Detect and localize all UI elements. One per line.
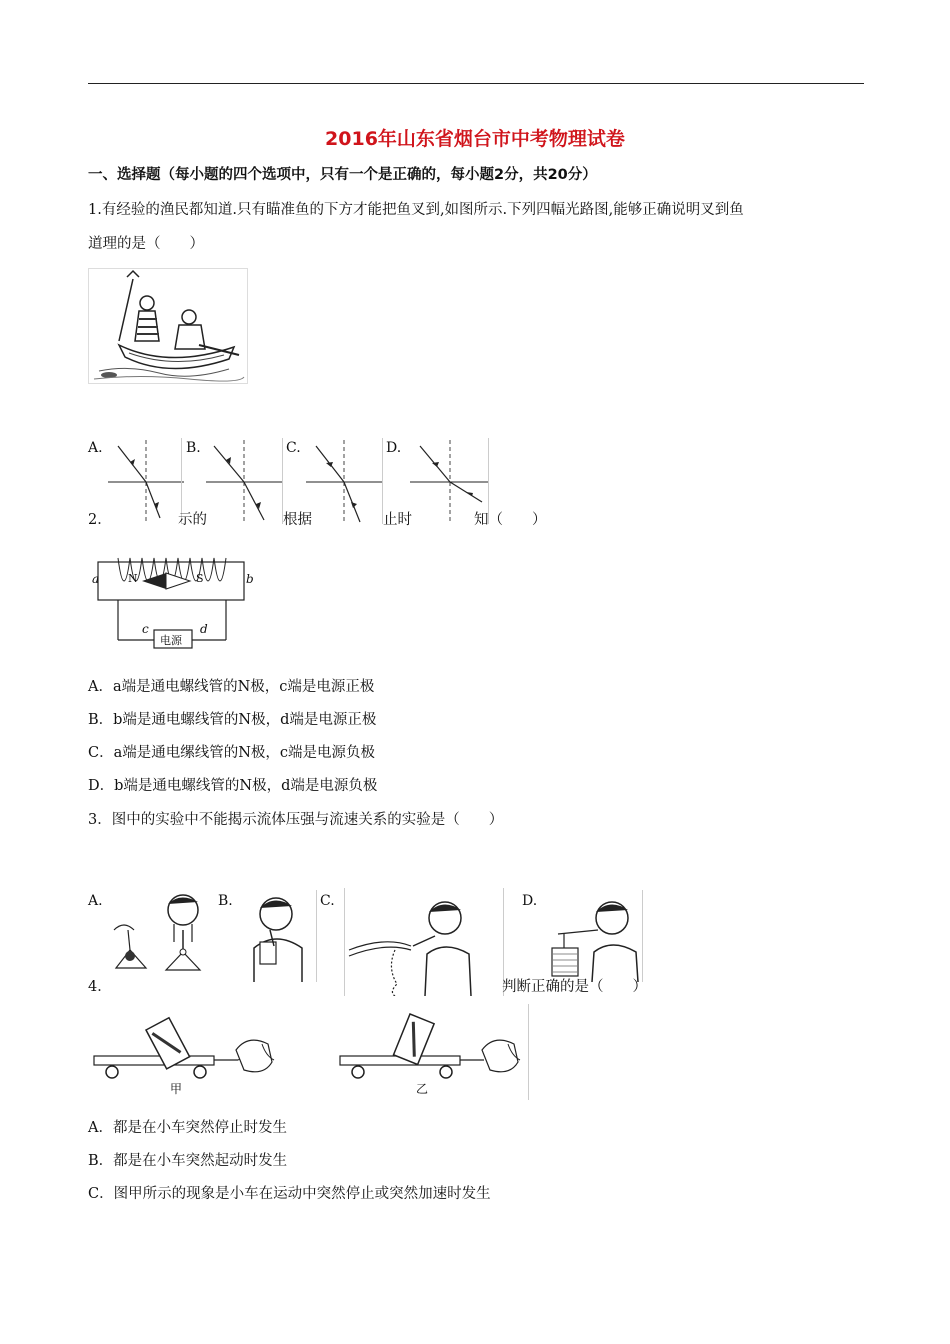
q3-option-d-figure[interactable]	[548, 890, 643, 982]
q1-stem-line1: 1.有经验的渔民都知道.只有瞄准鱼的下方才能把鱼叉到,如图所示.下列四幅光路图,能够正确说明叉到鱼	[88, 202, 744, 218]
q3-option-c-figure[interactable]	[344, 888, 504, 996]
q3-option-a-label: A.	[88, 893, 103, 909]
q4-label-left: 甲	[170, 1082, 183, 1096]
q1-option-c-label: C.	[286, 440, 301, 456]
q2-solenoid-figure	[88, 552, 256, 652]
q2-label-c: c	[142, 622, 149, 636]
q1-option-c-diagram[interactable]	[306, 438, 382, 524]
q2-label-power-source: 电源	[160, 634, 182, 647]
q2-option-d[interactable]: D．b端是通电螺线管的N极，d端是电源负极	[88, 778, 378, 794]
q1-option-b-label: B.	[186, 440, 201, 456]
q1-option-d-label: D.	[386, 440, 402, 456]
q4-option-a[interactable]: A．都是在小车突然停止时发生	[88, 1120, 287, 1136]
q2-stem-fragment: 根据	[283, 512, 312, 528]
q1-option-a-diagram[interactable]	[108, 438, 184, 524]
q3-option-d-label: D.	[522, 893, 538, 909]
q2-label-s: S	[196, 572, 204, 585]
q4-option-c[interactable]: C．图甲所示的现象是小车在运动中突然停止或突然加速时发生	[88, 1186, 491, 1202]
q1-option-a-label: A.	[88, 440, 103, 456]
page-title: 2016年山东省烟台市中考物理试卷	[325, 128, 625, 150]
q4-stem-number: 4．	[88, 979, 112, 995]
q4-cart-figure	[88, 1004, 529, 1100]
section-heading: 一、选择题（每小题的四个选项中，只有一个是正确的，每小题2分，共20分）	[88, 167, 597, 183]
q2-stem-fragment: 止时	[383, 512, 412, 528]
q4-label-right: 乙	[416, 1082, 429, 1096]
q2-option-a[interactable]: A．a端是通电螺线管的N极，c端是电源正极	[88, 679, 375, 695]
q3-option-b-label: B.	[218, 893, 233, 909]
q2-label-n: N	[128, 572, 138, 585]
q3-option-b-figure[interactable]	[236, 890, 317, 982]
q3-stem: 3．图中的实验中不能揭示流体压强与流速关系的实验是（ ）	[88, 812, 504, 828]
q2-option-c[interactable]: C．a端是通电缧线管的N极，c端是电源负极	[88, 745, 376, 761]
q3-option-a-figure[interactable]	[108, 890, 214, 982]
q2-stem-fragment: 知（ ）	[474, 512, 547, 528]
q2-label-d: d	[200, 622, 208, 636]
q1-fisherman-figure	[88, 268, 248, 384]
q4-stem-fragment: 判断正确的是（ ）	[502, 979, 647, 995]
q2-label-b: b	[246, 572, 254, 586]
header-rule	[88, 83, 864, 84]
q3-option-c-label: C.	[320, 893, 335, 909]
q2-option-b[interactable]: B．b端是通电螺线管的N极，d端是电源正极	[88, 712, 377, 728]
q1-stem-line2: 道理的是（ ）	[88, 236, 204, 252]
q2-stem-fragment: 示的	[178, 512, 207, 528]
q2-label-a: a	[92, 572, 100, 586]
q1-option-b-diagram[interactable]	[206, 438, 282, 524]
q4-option-b[interactable]: B．都是在小车突然起动时发生	[88, 1153, 288, 1169]
q2-stem-number: 2．	[88, 512, 112, 528]
